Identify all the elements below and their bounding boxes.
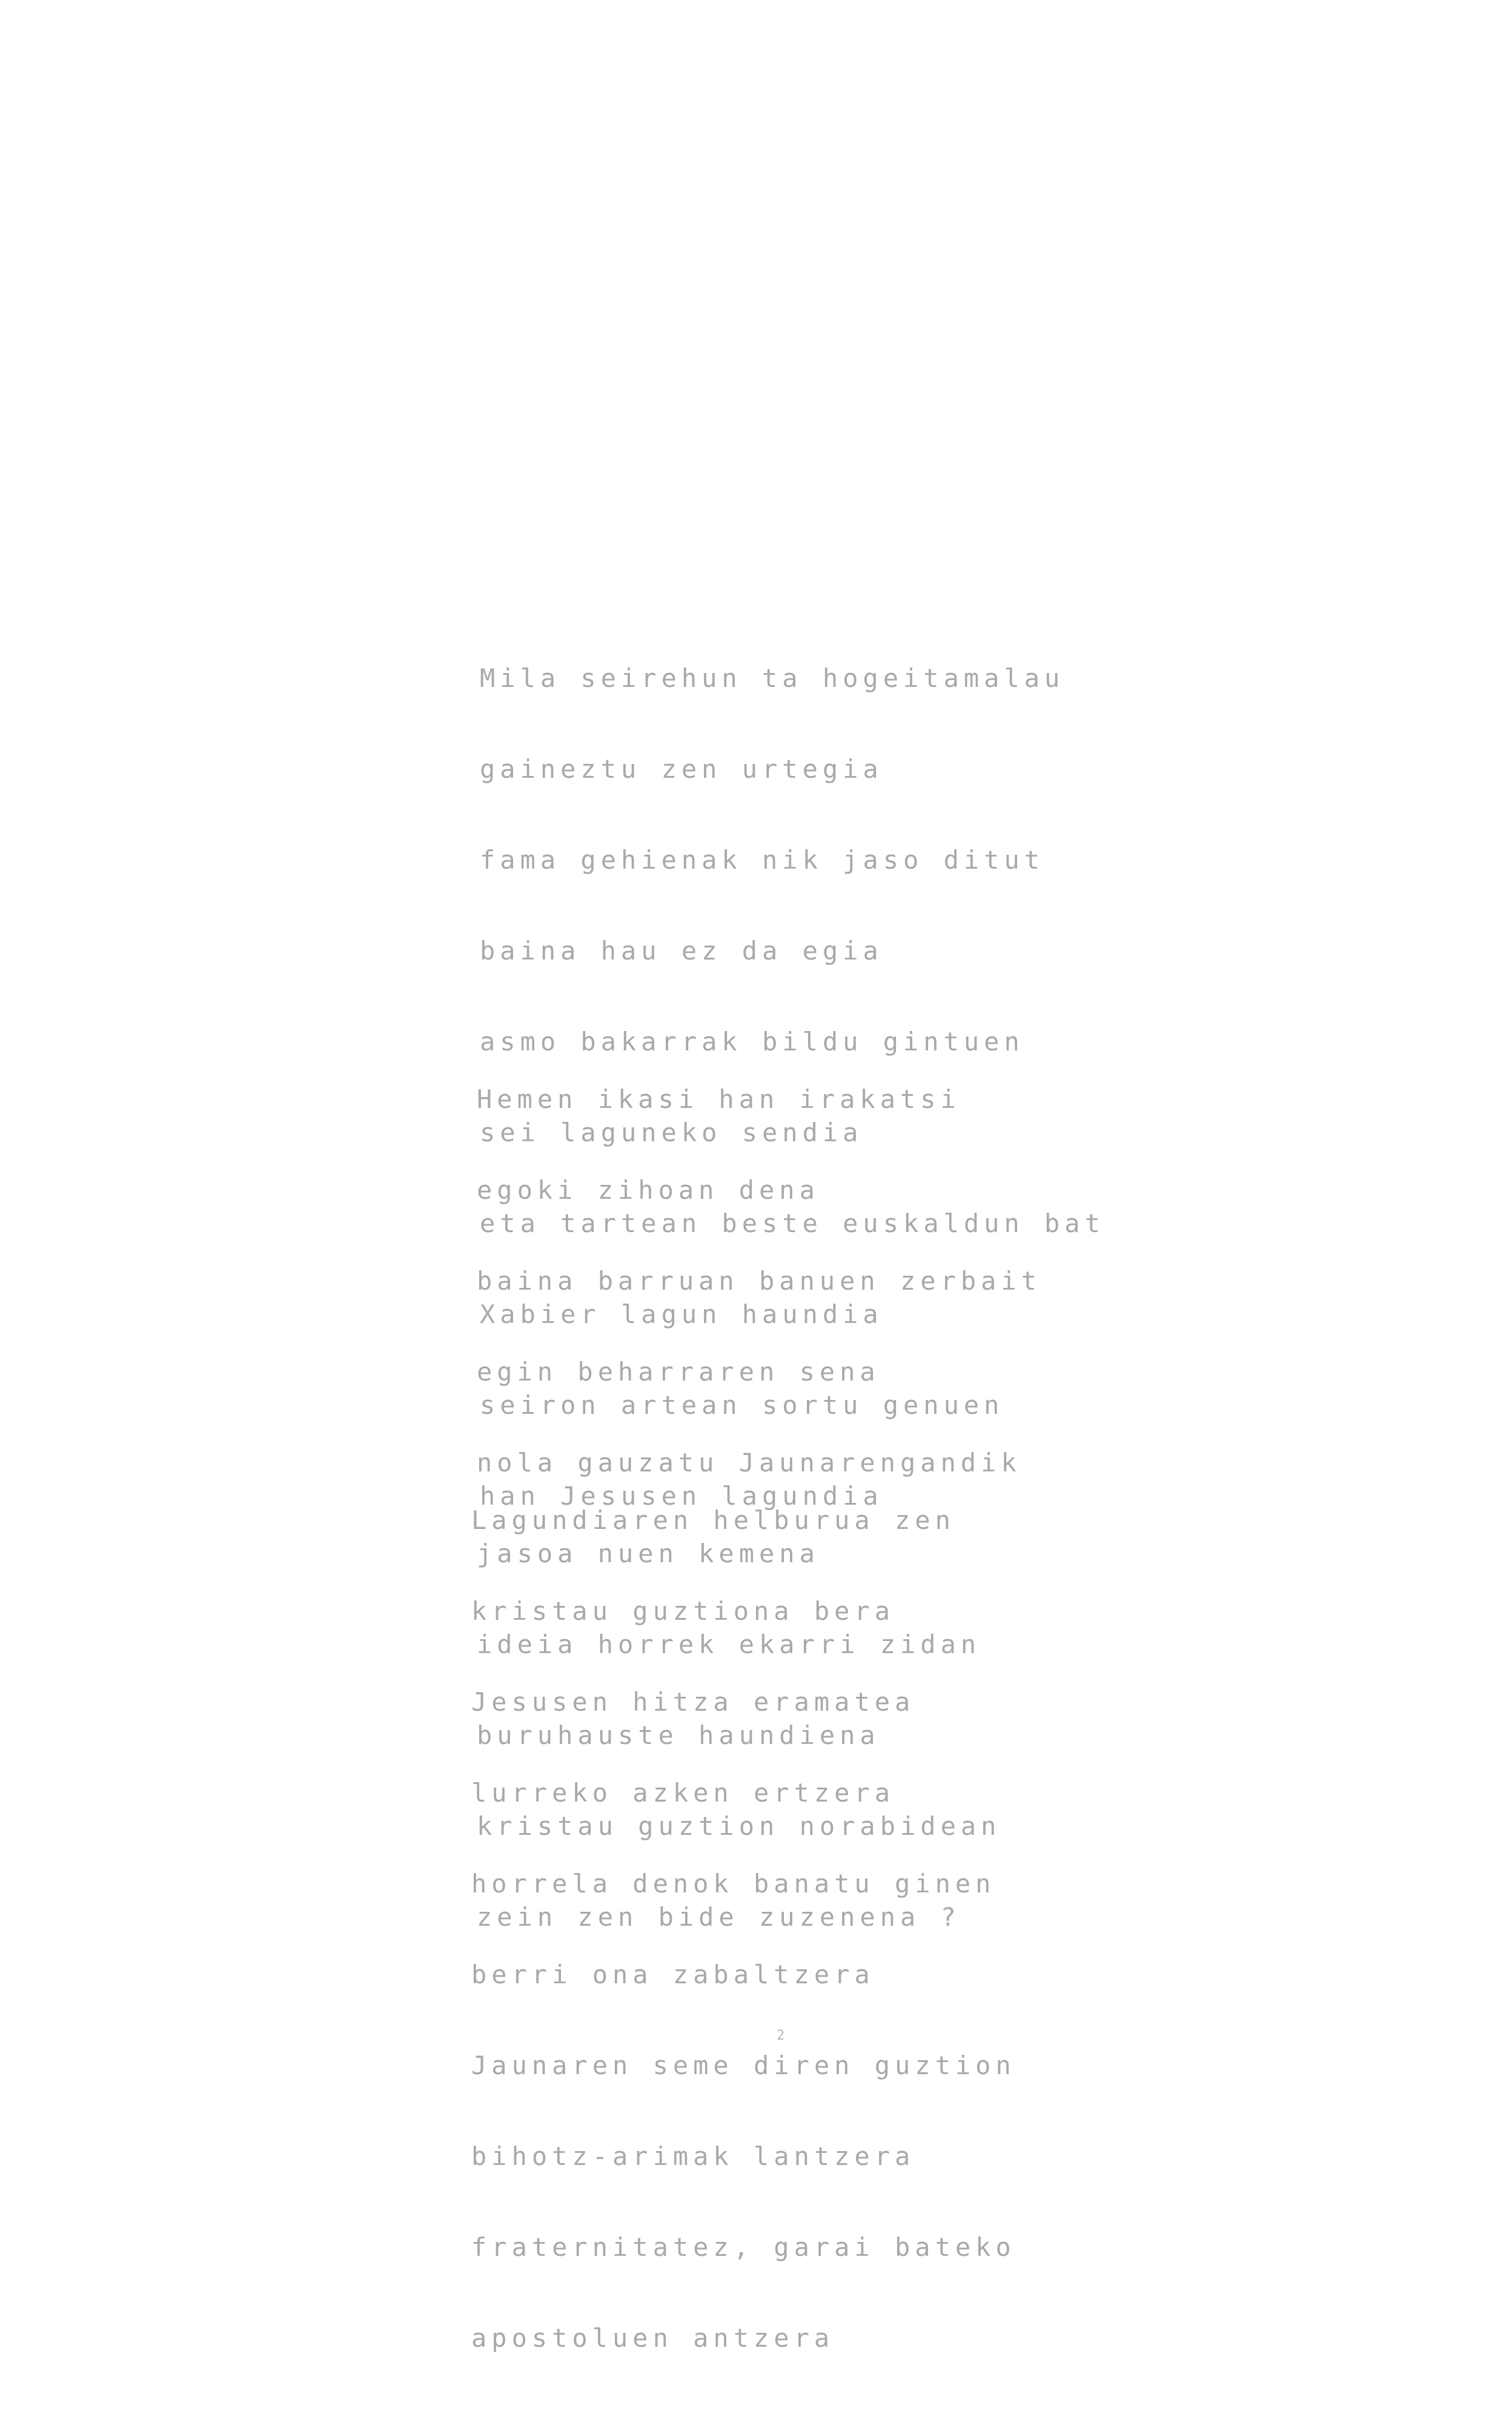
stanza-3 xyxy=(471,1445,1016,2414)
verse-line: Hemen ikasi han irakatsi xyxy=(477,1084,961,1114)
verse-line: Mila seirehun ta hogeitamalau xyxy=(480,663,1065,693)
verse-line: lurreko azken ertzera xyxy=(471,1778,895,1808)
verse-line: gaineztu zen urtegia xyxy=(480,754,883,784)
verse-line: bihotz-arimak lantzera xyxy=(471,2141,915,2171)
verse-line: eta tartean beste euskaldun bat xyxy=(480,1209,1105,1238)
verse-line: egin beharraren sena xyxy=(477,1357,880,1387)
verse-line: zein zen bide zuzenena ? xyxy=(477,1902,961,1932)
verse-line: nola gauzatu Jaunarengandik xyxy=(477,1448,1021,1477)
verse-line: berri ona zabaltzera xyxy=(471,1960,875,1989)
verse-line: Lagundiaren helburua zen xyxy=(471,1505,955,1535)
verse-line: baina barruan banuen zerbait xyxy=(477,1266,1042,1296)
page-number: 2 xyxy=(777,2028,785,2043)
verse-line: horrela denok banatu ginen xyxy=(471,1869,996,1898)
verse-line: sei laguneko sendia xyxy=(480,1118,863,1147)
verse-line: jasoa nuen kemena xyxy=(477,1539,820,1568)
verse-line: asmo bakarrak bildu gintuen xyxy=(480,1027,1024,1056)
verse-line: han Jesusen lagundia xyxy=(480,1481,883,1511)
verse-line: fama gehienak nik jaso ditut xyxy=(480,845,1045,875)
verse-line: baina hau ez da egia xyxy=(480,936,883,966)
verse-line: kristau guztion norabidean xyxy=(477,1811,1001,1841)
verse-line: egoki zihoan dena xyxy=(477,1175,820,1205)
verse-line: Xabier lagun haundia xyxy=(480,1299,883,1329)
verse-line: fraternitatez, garai bateko xyxy=(471,2232,1016,2262)
verse-line: kristau guztiona bera xyxy=(471,1596,895,1626)
verse-line: apostoluen antzera xyxy=(471,2323,835,2353)
verse-line: Jaunaren seme diren guztion xyxy=(471,2051,1016,2080)
verse-line: buruhauste haundiena xyxy=(477,1720,880,1750)
verse-line: Jesusen hitza eramatea xyxy=(471,1687,915,1717)
verse-line: seiron artean sortu genuen xyxy=(480,1390,1004,1420)
verse-line: ideia horrek ekarri zidan xyxy=(477,1630,981,1659)
